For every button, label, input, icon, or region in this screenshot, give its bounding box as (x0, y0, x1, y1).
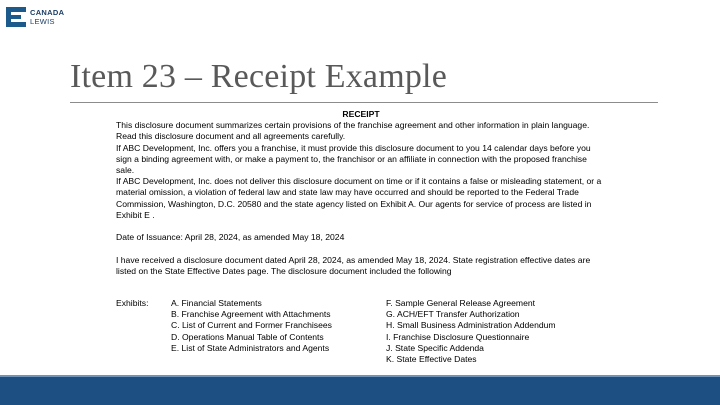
company-logo (6, 7, 64, 27)
exhibit-item: D. Operations Manual Table of Contents (171, 331, 324, 342)
receipt-paragraph-3: If ABC Development, Inc. does not deliver this disclosure document on time or if it contains a false or misleading statement, or a material omission, a violation of federal law and state law may have occurred and should be reported to the Federal Trade Commission, Washington, D.C. 20580 and the state agency listed on Exhibit A. Our agents for service of process are listed in Exhibit E . (116, 176, 602, 220)
logo-line-2: LEWIS (30, 17, 55, 26)
exhibits-column-2 (386, 298, 556, 365)
exhibits-label: Exhibits: (116, 298, 149, 308)
exhibit-item: I. Franchise Disclosure Questionnaire (386, 331, 530, 342)
footer-bar (0, 377, 720, 405)
title-divider (70, 102, 658, 103)
exhibit-item: K. State Effective Dates (386, 354, 477, 365)
exhibit-item: G. ACH/EFT Transfer Authorization (386, 309, 520, 320)
exhibit-item: B. Franchise Agreement with Attachments (171, 309, 331, 320)
exhibit-item: H. Small Business Administration Addendum (386, 320, 556, 331)
receipt-paragraph-2: If ABC Development, Inc. offers you a franchise, it must provide this disclosure document to you 14 calendar days before you sign a binding agreement with, or make a payment to, the franchisor or an affiliate in connection with the proposed franchise sale. (116, 142, 591, 176)
exhibit-item: J. State Specific Addenda (386, 342, 484, 353)
exhibits-column-1 (171, 298, 332, 354)
spacer (116, 221, 606, 232)
exhibit-item: C. List of Current and Former Franchisees (171, 320, 332, 331)
slide-title: Item 23 – Receipt Example (70, 58, 447, 95)
exhibit-item: F. Sample General Release Agreement (386, 298, 536, 308)
logo-text (30, 8, 64, 26)
receipt-body (116, 109, 606, 277)
logo-mark-icon (6, 7, 26, 27)
exhibit-item: A. Financial Statements (171, 298, 262, 308)
receipt-heading: RECEIPT (342, 109, 380, 119)
receipt-acknowledgement: I have received a disclosure document dated April 28, 2024, as amended May 18, 2024. State registration effective dates are listed on the State Effective Dates page. The disclosure document included the following (116, 254, 591, 276)
issuance-date: Date of Issuance: April 28, 2024, as amended May 18, 2024 (116, 232, 345, 243)
logo-line-1: CANADA (30, 8, 65, 17)
receipt-paragraph-1: This disclosure document summarizes certain provisions of the franchise agreement and other information in plain language. Read this disclosure document and all agreements carefully. (116, 120, 590, 142)
exhibit-item: E. List of State Administrators and Agents (171, 342, 330, 353)
spacer (116, 243, 606, 254)
